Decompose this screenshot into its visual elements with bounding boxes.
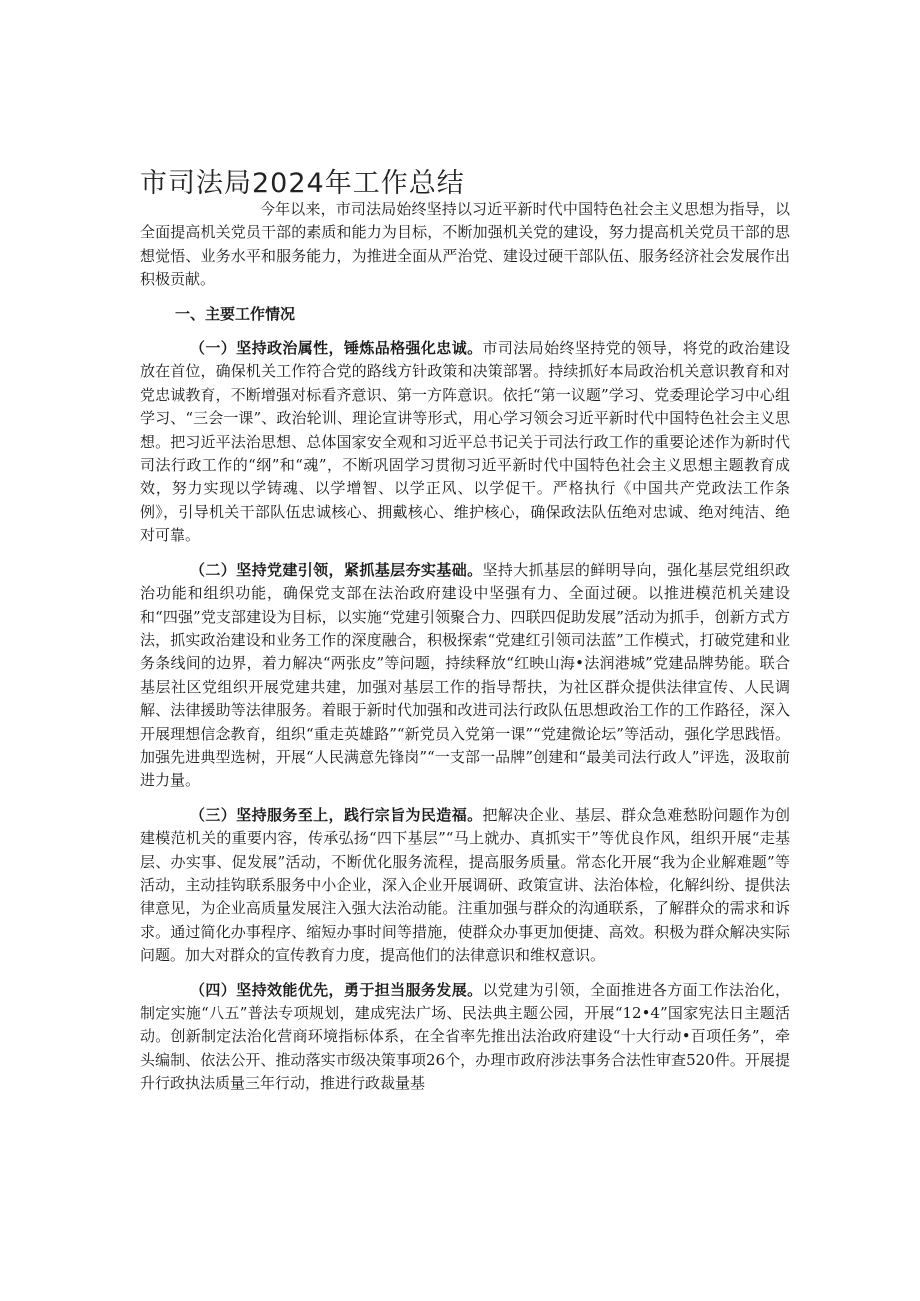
intro-paragraph: 今年以来，市司法局始终坚持以习近平新时代中国特色社会主义思想为指导，以全面提高机关党员干部的素质和能力为目标，不断加强机关党的建设，努力提高机关党员干部的思想觉悟、业务水平和服务能力，为推进全面从严治党、建设过硬干部队伍、服务经济社会发展作出积极贡献。 (140, 200, 790, 289)
item-lead: （二）坚持党建引领，紧抓基层夯实基础。 (190, 560, 483, 579)
item-paragraph-3 (140, 804, 790, 968)
item-text: 坚持大抓基层的鲜明导向，强化基层党组织政治功能和组织功能，确保党支部在法治政府建设中坚强有力、全面过硬。以推进模范机关建设和“四强”党支部建设为目标，以实施“党建引领聚合力、四联四促助发展”活动为抓手，创新方式方法，抓实政治建设和业务工作的深度融合，积极探索“党建红引领司法蓝”工作模式，打破党建和业务条线间的边界，着力解决“两张皮”等问题，持续释放“红映山海•法润港城”党建品牌势能。联合基层社区党组织开展党建共建，加强对基层工作的指导帮扶，为社区群众提供法律宣传、人民调解、法律援助等法律服务。着眼于新时代加强和改进司法行政队伍思想政治工作的工作路径，深入开展理想信念教育，组织“重走英雄路”“新党员入党第一课”“党建微论坛”等活动，强化学思践悟。加强先进典型选树，开展“人民满意先锋岗”“一支部一品牌”创建和“最美司法行政人”评选，汲取前进力量。 (140, 560, 790, 790)
item-paragraph-1 (140, 337, 790, 548)
item-paragraph-4 (140, 979, 790, 1096)
document-body (140, 198, 790, 1107)
item-text: 把解决企业、基层、群众急难愁盼问题作为创建模范机关的重要内容，传承弘扬“四下基层”“马上就办、真抓实干”等优良作风，组织开展“走基层、办实事、促发展”活动，不断优化服务流程，提高服务质量。常态化开展“我为企业解难题”等活动，主动挂钩联系服务中小企业，深入企业开展调研、政策宣讲、法治体检，化解纠纷、提供法律意见，为企业高质量发展注入强大法治动能。注重加强与群众的沟通联系，了解群众的需求和诉求。通过简化办事程序、缩短办事时间等措施，使群众办事更加便捷、高效。积极为群众解决实际问题。加大对群众的宣传教育力度，提高他们的法律意识和维权意识。 (140, 805, 790, 965)
section-heading: 一、主要工作情况 (175, 304, 296, 323)
item-paragraph-2 (140, 559, 790, 793)
item-lead: （三）坚持服务至上，践行宗旨为民造福。 (190, 805, 483, 824)
item-lead: （一）坚持政治属性，锤炼品格强化忠诚。 (190, 339, 483, 358)
document-title: 市司法局2024年工作总结 (140, 168, 465, 200)
item-lead: （四）坚持效能优先，勇于担当服务发展。 (190, 980, 483, 999)
item-text: 以党建为引领，全面推进各方面工作法治化，制定实施“八五”普法专项规划，建成宪法广场、民法典主题公园，开展“12•4”国家宪法日主题活动。创新制定法治化营商环境指标体系，在全省率先推出法治政府建设“十大行动•百项任务”，牵头编制、依法公开、推动落实市级决策事项26个，办理市政府涉法事务合法性审查520件。开展提升行政执法质量三年行动，推进行政裁量基 (140, 980, 790, 1093)
item-text: 市司法局始终坚持党的领导，将党的政治建设放在首位，确保机关工作符合党的路线方针政策和决策部署。持续抓好本局政治机关意识教育和对党忠诚教育，不断增强对标看齐意识、第一方阵意识。依托“第一议题”学习、党委理论学习中心组学习、“三会一课”、政治轮训、理论宣讲等形式，用心学习领会习近平新时代中国特色社会主义思想。把习近平法治思想、总体国家安全观和习近平总书记关于司法行政工作的重要论述作为新时代司法行政工作的“纲”和“魂”，不断巩固学习贯彻习近平新时代中国特色社会主义思想主题教育成效，努力实现以学铸魂、以学增智、以学正风、以学促干。严格执行《中国共产党政法工作条例》，引导机关干部队伍忠诚核心、拥戴核心、维护核心，确保政法队伍绝对忠诚、绝对纯洁、绝对可靠。 (140, 339, 790, 545)
